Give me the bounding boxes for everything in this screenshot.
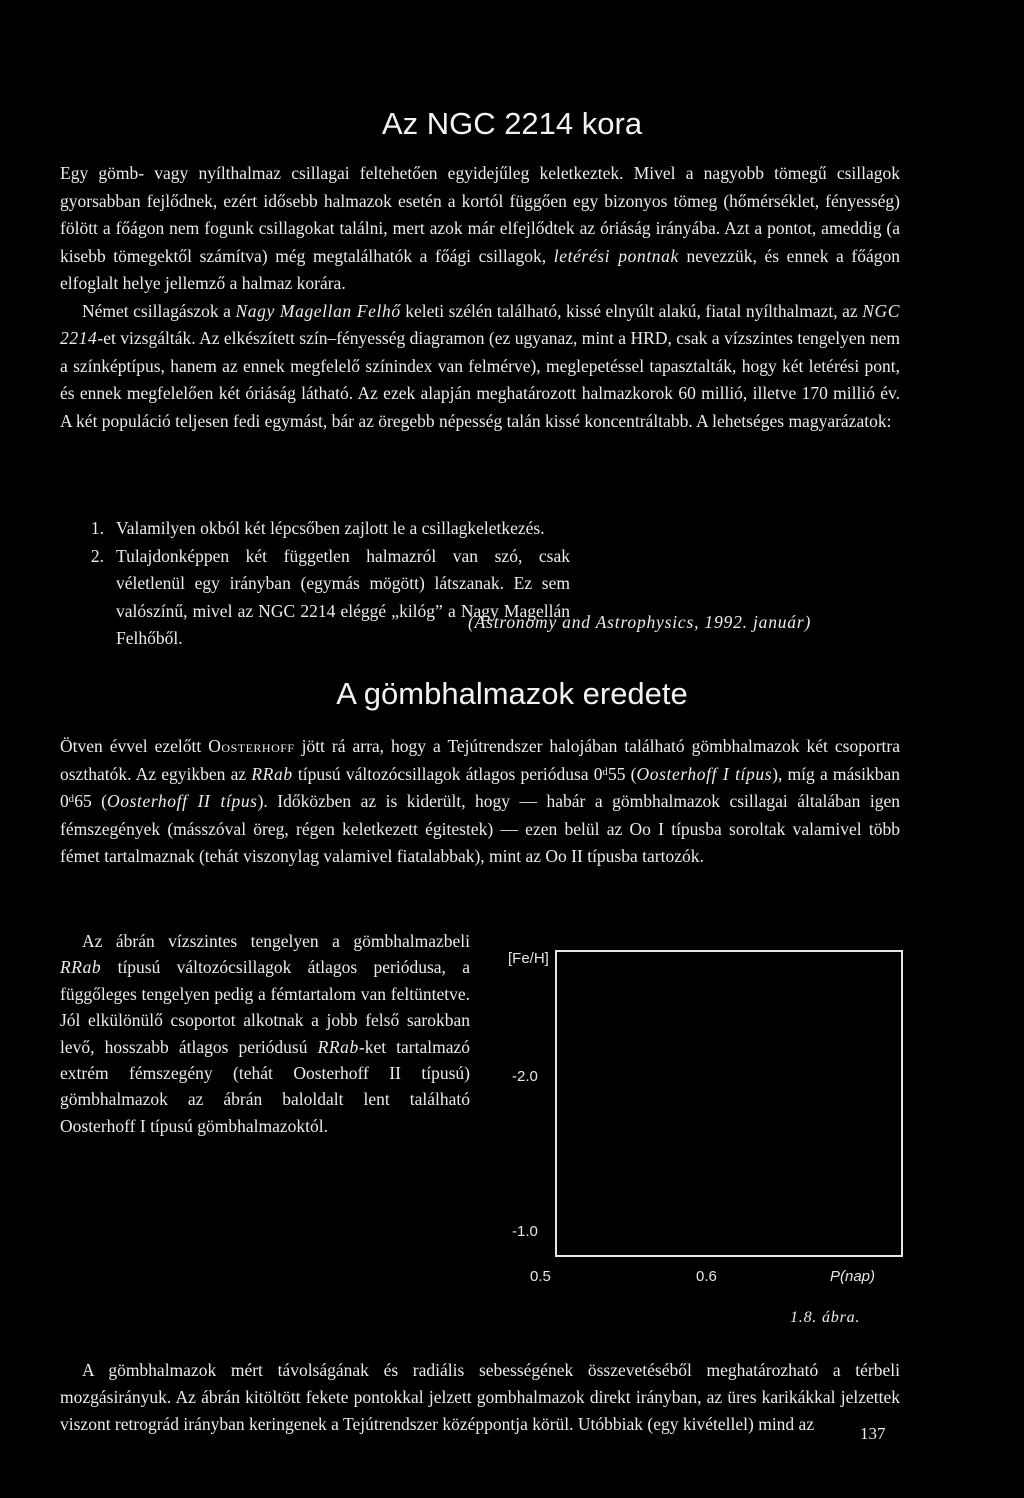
paragraph: Az ábrán vízszintes tengelyen a gömbhalmazbeli RRab típusú változócsillagok átlagos periódusa, a függőleges tengelyen pedig a fémtartalom van feltüntetve. Jól elkülönülő csoportot alkotnak a jobb felső sarokban levő, hosszabb átlagos periódusú RRab-ket tartalmazó extrém fémszegény (tehát Oosterhoff II típusú) gömbhalmazok az ábrán baloldalt lent található Oosterhoff I típusú gömbhalmazoktól.: [60, 931, 471, 1136]
x-axis-label: P(nap): [830, 1268, 876, 1285]
paragraph: Ötven évvel ezelőtt Oosterhoff jött rá arra, hogy a Tejútrendszer halojában található gömbhalmazok két csoportra oszthatók. Az egyikben az RRab típusú változócsillagok átlagos periódusa 0ᵈ55 (Oosterhoff I típus), míg a másikban 0ᵈ65 (Oosterhoff II típus). Időközben az is kiderült, hogy — habár a gömbhalmazok csillagai általában igen fémszegények (másszóval öreg, régen keletkezett égitestek) — ezen belül az Oo I típusba soroltak valamivel több fémet tartalmaznak (tehát viszonylag valamivel fiatalabbak), mint az Oo II típusba tartozók.: [60, 736, 900, 866]
paragraph: A gömbhalmazok mért távolságának és radiális sebességének összevetéséből meghatározható a térbeli mozgásirányuk. Az ábrán kitöltött fekete pontokkal jelzett gombhalmazok direkt irányban, az üres karikákkal jelzettek viszont retrográd irányban keringenek a Tejútrendszer középpontja körül. Utóbbiak (egy kivétellel) mind az: [60, 1360, 900, 1434]
author-name: Oosterhoff: [208, 736, 295, 756]
x-tick-label: 0.5: [530, 1268, 551, 1285]
y-tick-label: -2.0: [512, 1068, 538, 1085]
list-item: 2. Tulajdonképpen két független halmazról van szó, csak véletlenül egy irányban (egymás mögött) látszanak. Ez sem valószínű, mivel az NGC 2214 eléggé „kilóg” a Nagy Magellán Felhőből.: [90, 545, 570, 648]
y-tick-label: -1.0: [512, 1223, 538, 1240]
section-body: [60, 160, 900, 435]
list-item: 1. Valamilyen okból két lépcsőben zajlott le a csillagkeletkezés.: [90, 518, 545, 538]
citation: (Astronomy and Astrophysics, 1992. január): [468, 612, 812, 632]
section-title: Az NGC 2214 kora: [381, 106, 643, 141]
x-tick-label: 0.6: [696, 1268, 717, 1285]
figure-caption: 1.8. ábra.: [790, 1309, 861, 1326]
plot-frame: [556, 951, 902, 1256]
period-metallicity-chart: [490, 935, 910, 1295]
section-title: A gömbhalmazok eredete: [336, 676, 688, 711]
page-number: 137: [860, 1424, 886, 1443]
figure-side-text: [60, 928, 470, 1139]
emphasis-term: letérési pontnak: [553, 245, 679, 266]
paragraph: Egy gömb- vagy nyílthalmaz csillagai feltehetően egyidejűleg keletkeztek. Mivel a nagyobb tömegű csillagok gyorsabban fejlődnek, ezért idősebb halmazok esetén a kortól függően egy bizonyos tömeg (hőmérséklet, fényesség) fölött a főágon nem fogunk csillagokat találni, mert azok már elfejlődtek az óriáság irányába. Azt a pontot, ameddig (a kisebb tömegektől számítva) még megtalálhatók a főági csillagok, letérési pontnak nevezzük, és ennek a főágon elfoglalt helye jellemző a halmaz korára.: [60, 163, 901, 293]
y-axis-label: [Fe/H]: [508, 950, 549, 967]
section-body: [60, 733, 900, 871]
paragraph: Német csillagászok a Nagy Magellan Felhő keleti szélén található, kissé elnyúlt alakú, fiatal nyílthalmazt, az NGC 2214-et vizsgálták. Az elkészített szín–fényesség diagramon (ez ugyanaz, mint a HRD, csak a vízszintes tengelyen nem a színképtípus, hanem az ennek megfelelő színindex van felmérve), meglepetéssel tapasztalták, hogy két letérési pont, és ennek megfelelően két óriáság látható. Az ezek alapján meghatározott halmazkorok 60 millió, illetve 170 millió év. A két populáció teljesen fedi egymást, bár az öregebb népesség talán kissé koncentráltabb. A lehetséges magyarázatok:: [60, 300, 901, 431]
